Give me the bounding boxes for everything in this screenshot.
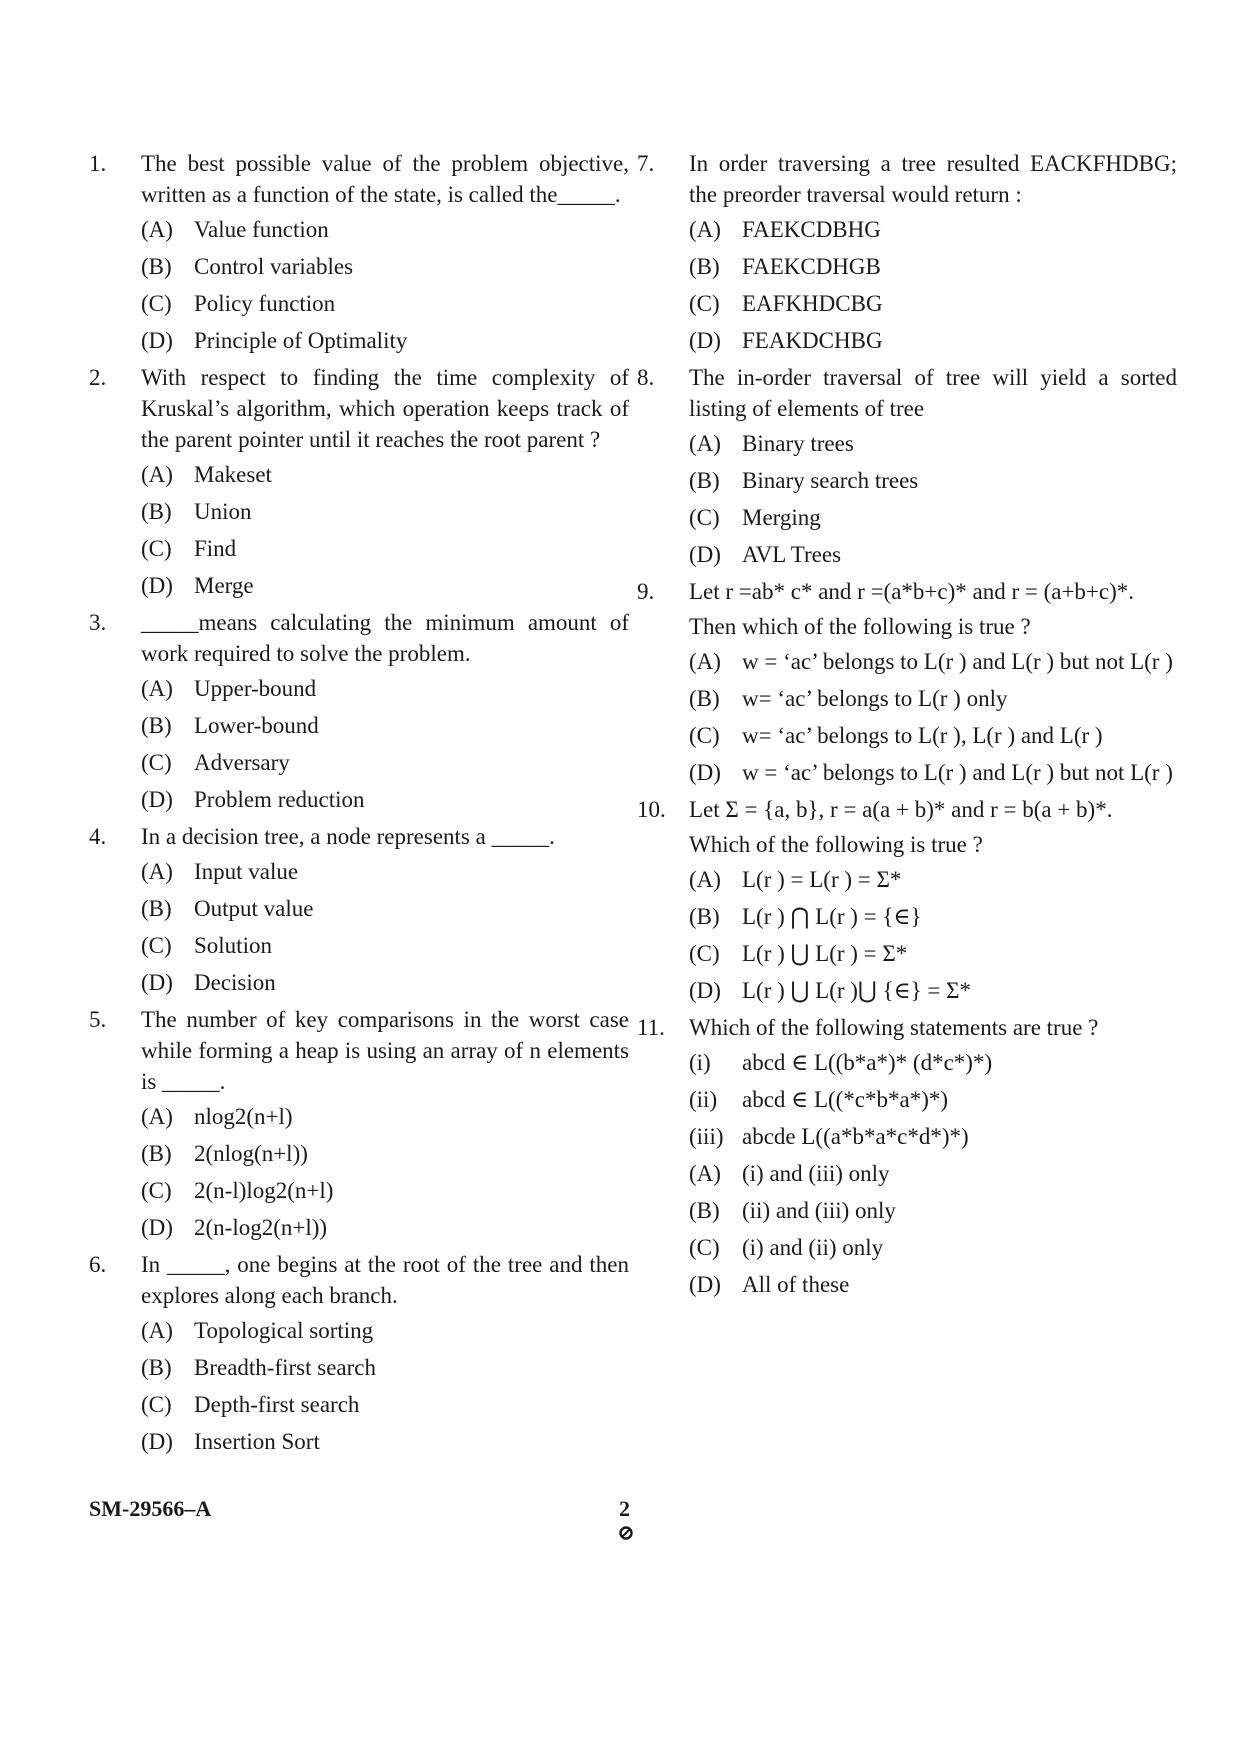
option-item: [689, 1195, 1177, 1226]
option-item: [141, 1138, 629, 1169]
statement-text: abcd ∈ L((b*a*)* (d*c*)*): [742, 1050, 993, 1075]
option-text: w = ‘ac’ belongs to L(r ) and L(r ) but not L(r ): [742, 649, 1173, 674]
option-text: Binary search trees: [742, 468, 919, 493]
option-label: (D): [141, 970, 173, 995]
option-text: 2(nlog(n+l)): [194, 1141, 308, 1166]
option-text: Merging: [742, 505, 821, 530]
option-label: (A): [141, 1104, 173, 1129]
option-text: L(r ) ⋃ L(r ) = Σ*: [742, 941, 908, 966]
option-label: (B): [141, 1355, 172, 1380]
question-item: [89, 362, 629, 601]
option-label: (B): [141, 499, 172, 524]
option-text: EAFKHDCBG: [742, 291, 883, 316]
option-label: (D): [689, 328, 721, 353]
option-item: [689, 251, 1177, 282]
option-item: [141, 930, 629, 961]
option-label: (A): [689, 1161, 721, 1186]
option-text: Policy function: [194, 291, 336, 316]
question-subtext: Which of the following is true ?: [689, 832, 983, 857]
question-text: In a decision tree, a node represents a _____.: [141, 824, 555, 849]
question-text: Let r =ab* c* and r =(a*b+c)* and r = (a+b+c)*.: [689, 579, 1135, 604]
option-text: L(r ) = L(r ) = Σ*: [742, 867, 902, 892]
option-text: w = ‘ac’ belongs to L(r ) and L(r ) but not L(r ): [742, 760, 1173, 785]
option-item: [141, 747, 629, 778]
option-label: (D): [141, 573, 173, 598]
option-text: Union: [194, 499, 252, 524]
question-text: _____means calculating the minimum amount of work required to solve the problem.: [141, 610, 629, 666]
option-item: [689, 901, 1177, 932]
option-item: [141, 1389, 629, 1420]
statement-label: (iii): [689, 1124, 724, 1149]
option-text: Insertion Sort: [194, 1429, 320, 1454]
option-label: (C): [689, 941, 720, 966]
option-item: [141, 967, 629, 998]
option-label: (D): [689, 542, 721, 567]
question-item: [637, 362, 1177, 570]
option-text: Makeset: [194, 462, 272, 487]
question-number: 9.: [637, 579, 655, 604]
option-label: (C): [141, 750, 172, 775]
option-item: [141, 533, 629, 564]
option-item: [141, 1101, 629, 1132]
option-label: (B): [141, 254, 172, 279]
question-item: [89, 148, 629, 356]
question-text: The best possible value of the problem objective, written as a function of the state, is called the_____.: [141, 151, 629, 207]
question-item: [89, 1249, 629, 1457]
option-text: All of these: [742, 1272, 850, 1297]
option-label: (C): [141, 933, 172, 958]
statement-item: [689, 1047, 1177, 1078]
question-number: 6.: [89, 1252, 107, 1277]
paper-code: SM-29566–A: [89, 1496, 212, 1521]
option-label: (C): [689, 505, 720, 530]
question-number: 2.: [89, 365, 107, 390]
option-item: [141, 1315, 629, 1346]
option-item: [141, 325, 629, 356]
option-label: (D): [141, 1215, 173, 1240]
option-text: Topological sorting: [194, 1318, 374, 1343]
option-label: (B): [141, 713, 172, 738]
option-text: nlog2(n+l): [194, 1104, 293, 1129]
statement-text: abcd ∈ L((*c*b*a*)*): [742, 1087, 949, 1112]
question-item: [89, 821, 629, 998]
option-text: w= ‘ac’ belongs to L(r ), L(r ) and L(r ): [742, 723, 1103, 748]
question-text: With respect to finding the time complexity of Kruskal’s algorithm, which operation keeps track of the parent pointer until it reaches the root parent ?: [141, 365, 629, 452]
option-item: [141, 1212, 629, 1243]
question-number: 7.: [637, 151, 655, 176]
option-item: [141, 784, 629, 815]
option-text: FAEKCDBHG: [742, 217, 881, 242]
option-text: 2(n-log2(n+l)): [194, 1215, 328, 1240]
option-label: (C): [141, 291, 172, 316]
option-item: [689, 864, 1177, 895]
option-item: [689, 646, 1177, 677]
question-number: 8.: [637, 365, 655, 390]
option-item: [141, 1175, 629, 1206]
question-item: [637, 148, 1177, 356]
statement-item: [689, 1084, 1177, 1115]
option-text: Problem reduction: [194, 787, 365, 812]
option-text: (ii) and (iii) only: [742, 1198, 896, 1223]
statement-label: (i): [689, 1050, 711, 1075]
option-text: Control variables: [194, 254, 354, 279]
option-label: (A): [141, 217, 173, 242]
question-text: The in-order traversal of tree will yield a sorted listing of elements of tree: [689, 365, 1177, 421]
option-item: [689, 683, 1177, 714]
option-label: (A): [689, 649, 721, 674]
option-item: [689, 214, 1177, 245]
option-item: [689, 288, 1177, 319]
option-label: (D): [141, 328, 173, 353]
option-item: [689, 428, 1177, 459]
option-text: 2(n-l)log2(n+l): [194, 1178, 334, 1203]
option-label: (B): [689, 904, 720, 929]
statement-text: abcde L((a*b*a*c*d*)*): [742, 1124, 969, 1149]
option-item: [689, 325, 1177, 356]
option-text: Lower-bound: [194, 713, 319, 738]
option-text: L(r ) ⋂ L(r ) = {∈}: [742, 904, 922, 929]
question-item: [637, 576, 1177, 788]
question-text: The number of key comparisons in the worst case while forming a heap is using an array of n elements is _____.: [141, 1007, 629, 1094]
option-item: [689, 938, 1177, 969]
option-item: [141, 710, 629, 741]
option-item: [141, 1352, 629, 1383]
option-label: (D): [689, 1272, 721, 1297]
option-item: [689, 502, 1177, 533]
option-item: [141, 459, 629, 490]
option-text: Adversary: [194, 750, 290, 775]
option-label: (A): [141, 462, 173, 487]
option-label: (D): [141, 787, 173, 812]
option-item: [689, 720, 1177, 751]
question-item: [637, 794, 1177, 1006]
option-label: (C): [689, 723, 720, 748]
statement-item: [689, 1121, 1177, 1152]
slashed-circle-icon: [618, 1525, 634, 1541]
option-item: [141, 570, 629, 601]
option-label: (B): [141, 896, 172, 921]
option-text: FAEKCDHGB: [742, 254, 881, 279]
option-item: [141, 893, 629, 924]
option-item: [141, 288, 629, 319]
option-label: (B): [141, 1141, 172, 1166]
question-number: 11.: [637, 1015, 665, 1040]
option-text: (i) and (ii) only: [742, 1235, 884, 1260]
option-label: (A): [141, 676, 173, 701]
option-text: Solution: [194, 933, 272, 958]
question-item: [89, 1004, 629, 1243]
option-item: [689, 1269, 1177, 1300]
option-label: (A): [689, 217, 721, 242]
option-label: (C): [689, 291, 720, 316]
option-item: [689, 539, 1177, 570]
option-text: (i) and (iii) only: [742, 1161, 890, 1186]
option-label: (D): [689, 760, 721, 785]
option-text: Merge: [194, 573, 254, 598]
option-item: [141, 214, 629, 245]
option-text: L(r ) ⋃ L(r )⋃ {∈} = Σ*: [742, 978, 972, 1003]
option-text: Input value: [194, 859, 299, 884]
option-item: [689, 1158, 1177, 1189]
option-item: [141, 251, 629, 282]
option-text: AVL Trees: [742, 542, 842, 567]
left-column: [89, 148, 629, 1463]
right-column: [637, 148, 1177, 1306]
option-item: [689, 465, 1177, 496]
option-label: (C): [141, 536, 172, 561]
option-text: Binary trees: [742, 431, 854, 456]
option-label: (C): [689, 1235, 720, 1260]
option-label: (A): [689, 431, 721, 456]
option-text: FEAKDCHBG: [742, 328, 883, 353]
option-item: [689, 975, 1177, 1006]
option-text: Upper-bound: [194, 676, 317, 701]
question-number: 1.: [89, 151, 107, 176]
option-item: [689, 757, 1177, 788]
question-text: Which of the following statements are true ?: [689, 1015, 1099, 1040]
option-text: Value function: [194, 217, 329, 242]
option-text: w= ‘ac’ belongs to L(r ) only: [742, 686, 1008, 711]
option-text: Depth-first search: [194, 1392, 360, 1417]
question-text: In order traversing a tree resulted EACKFHDBG; the preorder traversal would return :: [689, 151, 1177, 207]
option-item: [141, 856, 629, 887]
question-text: In _____, one begins at the root of the tree and then explores along each branch.: [141, 1252, 629, 1308]
question-number: 10.: [637, 797, 666, 822]
option-label: (B): [689, 1198, 720, 1223]
option-text: Find: [194, 536, 237, 561]
question-number: 5.: [89, 1007, 107, 1032]
option-text: Output value: [194, 896, 314, 921]
question-subtext: Then which of the following is true ?: [689, 614, 1031, 639]
question-text: Let Σ = {a, b}, r = a(a + b)* and r = b(a + b)*.: [689, 797, 1113, 822]
option-item: [689, 1232, 1177, 1263]
question-number: 3.: [89, 610, 107, 635]
page-number: 2: [619, 1496, 630, 1521]
option-label: (C): [141, 1392, 172, 1417]
option-item: [141, 673, 629, 704]
question-item: [89, 607, 629, 815]
option-label: (C): [141, 1178, 172, 1203]
option-text: Decision: [194, 970, 276, 995]
option-label: (D): [689, 978, 721, 1003]
option-label: (B): [689, 468, 720, 493]
option-item: [141, 1426, 629, 1457]
option-label: (B): [689, 254, 720, 279]
option-text: Breadth-first search: [194, 1355, 377, 1380]
option-item: [141, 496, 629, 527]
option-label: (B): [689, 686, 720, 711]
option-label: (A): [689, 867, 721, 892]
option-label: (A): [141, 859, 173, 884]
option-label: (D): [141, 1429, 173, 1454]
option-text: Principle of Optimality: [194, 328, 408, 353]
statement-label: (ii): [689, 1087, 718, 1112]
question-item: [637, 1012, 1177, 1300]
question-number: 4.: [89, 824, 107, 849]
option-label: (A): [141, 1318, 173, 1343]
